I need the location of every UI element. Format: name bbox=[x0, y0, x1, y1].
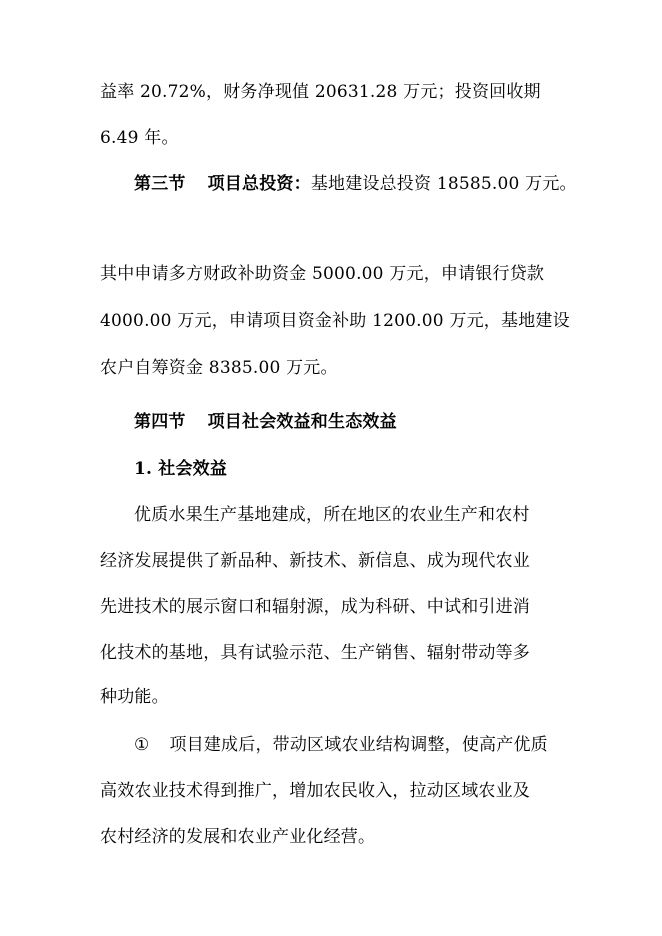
paragraph-3-line-3: 先进技术的展示窗口和辐射源，成为科研、中试和引进消 bbox=[100, 597, 530, 617]
paragraph-3-line-5: 种功能。 bbox=[100, 687, 169, 707]
section-3-title: 项目总投资： bbox=[207, 174, 311, 194]
paragraph-1-line-1: 益率 20.72%，财务净现值 20631.28 万元；投资回收期 bbox=[100, 82, 541, 102]
section-3-number: 第三节 bbox=[134, 174, 186, 194]
paragraph-3-line-4: 化技术的基地，具有试验示范、生产销售、辐射带动等多 bbox=[100, 643, 530, 663]
paragraph-4-line-2: 高效农业技术得到推广，增加农民收入，拉动区域农业及 bbox=[100, 781, 530, 801]
paragraph-4-line-3: 农村经济的发展和农业产业化经营。 bbox=[100, 827, 376, 847]
section-4-title: 项目社会效益和生态效益 bbox=[207, 412, 397, 432]
section-3-heading-line bbox=[134, 174, 577, 194]
paragraph-3-line-1: 优质水果生产基地建成，所在地区的农业生产和农村 bbox=[134, 505, 530, 525]
paragraph-2-line-2: 4000.00 万元，申请项目资金补助 1200.00 万元，基地建设 bbox=[100, 311, 570, 331]
section-3-text: 基地建设总投资 18585.00 万元。 bbox=[310, 174, 577, 194]
circled-number-one-marker: ① bbox=[134, 735, 150, 755]
paragraph-4-line-1 bbox=[134, 735, 548, 755]
paragraph-2-line-3: 农户自筹资金 8385.00 万元。 bbox=[100, 358, 338, 378]
paragraph-2-line-1: 其中申请多方财政补助资金 5000.00 万元，申请银行贷款 bbox=[100, 264, 545, 284]
paragraph-1-line-2: 6.49 年。 bbox=[100, 128, 179, 148]
section-4-number: 第四节 bbox=[134, 412, 186, 432]
subsection-1-title: 1. 社会效益 bbox=[134, 459, 228, 479]
section-4-heading-line bbox=[134, 412, 397, 432]
paragraph-4-line-1-text: 项目建成后，带动区域农业结构调整，使高产优质 bbox=[169, 735, 548, 755]
paragraph-3-line-2: 经济发展提供了新品种、新技术、新信息、成为现代农业 bbox=[100, 551, 530, 571]
